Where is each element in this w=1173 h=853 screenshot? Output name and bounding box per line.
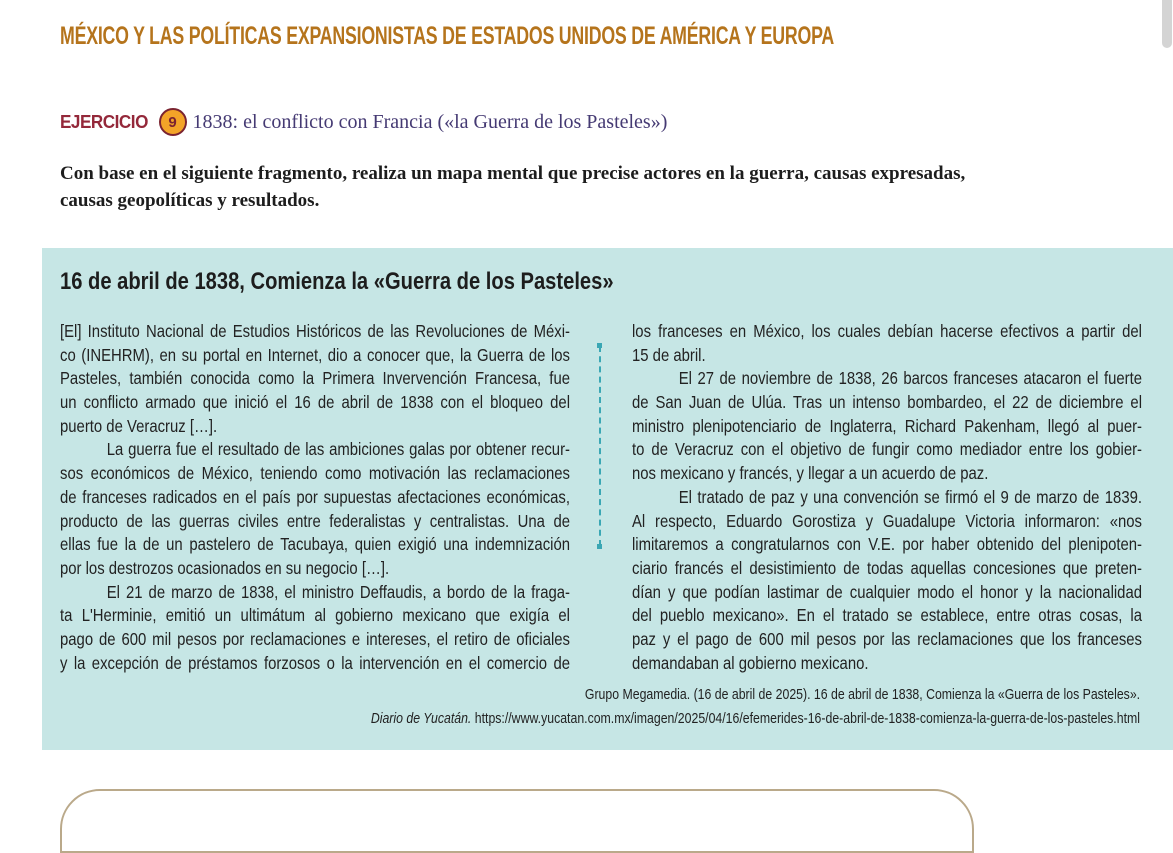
citation-url[interactable]: https://www.yucatan.com.mx/imagen/2025/04/16/efemerides-16-de-abril-de-1838-comienza-la-guerra-de-los-pasteles.html [474, 710, 1140, 727]
text-line: puerto de Veracruz […]. [60, 415, 218, 436]
citation-line-1: Grupo Megamedia. (16 de abril de 2025). 16 de abril de 1838, Comienza la «Guerra de los Pasteles». [584, 686, 1140, 703]
exercise-header [60, 108, 667, 136]
text-line: los franceses en México, los cuales debían hacerse efectivos a partir del [632, 321, 1142, 341]
text-line: Al respecto, Eduardo Gorostiza y Guadalupe Victoria informaron: «nos [632, 510, 1142, 531]
reading-heading: 16 de abril de 1838, Comienza la «Guerra de los Pasteles» [60, 268, 614, 295]
text-line: ellas fue la de un pastelero de Tacubaya, quien exigió una indemnización [60, 534, 570, 555]
column-divider [599, 346, 601, 546]
text-line: demandaban al gobierno mexicano. [632, 652, 869, 673]
text-line: dían y que podían lastimar de cualquier modo el honor y la nacionalidad [632, 581, 1142, 602]
text-line: La guerra fue el resultado de las ambiciones galas por obtener recur- [106, 439, 570, 460]
text-line: to de Veracruz con el objetivo de fungir como mediador entre los gobier- [632, 439, 1142, 460]
text-line: sos económicos de México, teniendo como motivación las reclamaciones [60, 463, 570, 484]
text-line: 15 de abril. [632, 344, 706, 365]
text-line: El tratado de paz y una convención se firmó el 9 de marzo de 1839. [678, 486, 1142, 507]
text-line: paz y el pago de 600 mil pesos por las reclamaciones que los franceses [632, 628, 1142, 649]
text-line: ministro plenipotenciario de Inglaterra, Richard Pakenham, llegó al puer- [632, 415, 1142, 436]
text-line: Pasteles, también conocida como la Primera Invervención Francesa, fue [60, 368, 570, 389]
text-line: de franceses radicados en el país por supuestas afectaciones económicas, [60, 486, 570, 507]
text-line: ta L'Herminie, emitió un ultimátum al gobierno mexicano que exigía el [60, 605, 570, 626]
text-line: producto de las guerras civiles entre federalistas y centralistas. Una de [60, 510, 570, 531]
text-line: pago de 600 mil pesos por reclamaciones e intereses, el retiro de oficiales [60, 628, 570, 649]
text-line: El 27 de noviembre de 1838, 26 barcos franceses atacaron el fuerte [678, 368, 1142, 389]
divider-dot-top [597, 343, 602, 348]
citation-source: Diario de Yucatán. [370, 710, 472, 727]
text-line: de San Juan de Ulúa. Tras un intenso bombardeo, el 22 de diciembre el [632, 392, 1142, 413]
text-line: limitaremos a congratularnos con V.E. por haber obtenido del plenipoten- [632, 534, 1142, 555]
exercise-label: EJERCICIO [60, 111, 148, 132]
text-line: co (INEHRM), en su portal en Internet, dio a conocer que, la Guerra de los [60, 344, 570, 365]
text-line: ciario francés el desistimiento de todas aquellas concesiones que preten- [632, 557, 1142, 578]
text-line: un conflicto armado que inició el 16 de abril de 1838 con el bloqueo del [60, 392, 570, 413]
reading-column-left [60, 320, 570, 675]
text-line: El 21 de marzo de 1838, el ministro Deffaudis, a bordo de la fraga- [106, 581, 570, 602]
scrollbar[interactable] [1162, 0, 1172, 48]
exercise-number-badge: 9 [159, 108, 187, 136]
exercise-title: 1838: el conflicto con Francia («la Guerra de los Pasteles») [192, 110, 668, 133]
text-line: por los destrozos ocasionados en su negocio […]. [60, 557, 390, 578]
text-line: del pueblo mexicano». En el tratado se establece, entre otras cosas, la [632, 605, 1142, 626]
citation-line-2 [371, 710, 1140, 727]
unit-title: MÉXICO Y LAS POLÍTICAS EXPANSIONISTAS DE ESTADOS UNIDOS DE AMÉRICA Y EUROPA [60, 22, 835, 50]
divider-dot-bottom [597, 544, 602, 549]
text-line: nos mexicano y francés, y llegar a un acuerdo de paz. [632, 463, 989, 484]
text-line: y la excepción de préstamos forzosos o la intervención en el comercio de [60, 652, 570, 673]
text-line: [El] Instituto Nacional de Estudios Históricos de las Revoluciones de Méxi- [60, 321, 570, 341]
instructions: Con base en el siguiente fragmento, realiza un mapa mental que precise actores en la guerra, causas expresadas, causas geopolíticas y resultados. [60, 163, 966, 211]
reading-column-right [632, 320, 1142, 675]
answer-box[interactable] [60, 789, 974, 853]
